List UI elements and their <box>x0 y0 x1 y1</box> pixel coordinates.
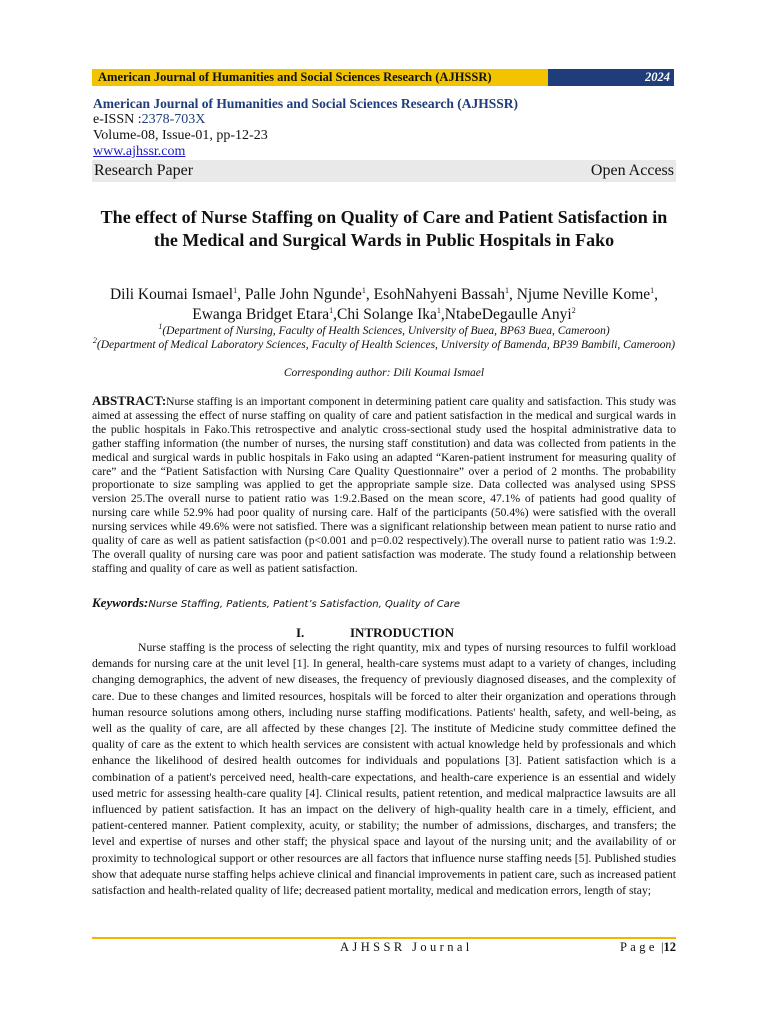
author-affiliation-marker: 1 <box>361 285 366 295</box>
journal-volume: Volume-08, Issue-01, pp-12-23 <box>93 128 268 143</box>
footer-page-label: Page <box>619 940 658 954</box>
journal-url-link[interactable]: www.ajhssr.com <box>93 144 186 159</box>
paper-type-bar <box>92 160 676 182</box>
author-name: NtabeDegaulle Anyi <box>444 306 572 323</box>
section-title: INTRODUCTION <box>350 625 455 640</box>
issn-label: e-ISSN : <box>93 112 142 127</box>
paper-title: The effect of Nurse Staffing on Quality of Care and Patient Satisfaction in the Medical and Surgical Wards in Public Hospitals in Fako <box>100 207 668 250</box>
author-separator: , <box>508 286 517 303</box>
affiliation-1-number: 1 <box>158 322 163 332</box>
banner-year: 2024 <box>645 70 670 84</box>
access-type: Open Access <box>590 162 674 179</box>
introduction-paragraph: Nurse staffing is the process of selecting the right quantity, mix and types of nursing resources to fulfil workload demands for nursing care at the unit level [1]. In general, health-care systems must adapt to a variety of changes, including changing demographics, the advent of new diseases, the frequency of previously diagnosed diseases, and the complexity of care. Due to these changes and limited resources, hospitals will be forced to alter their organization and operations through human resource solutions among others, including nurse staffing modifications. Patients' health, safety, and well-being, as well as the quality of care, are all affected by these changes [2]. The institute of Medicine study committee defined the quality of care as the extent to which health services are consistent with actual knowledge held by professionals and which enhance the likelihood of desired health outcomes for individuals and populations [3]. Patient satisfaction which is a combination of a patient's perceived need, health-care expectations, and health-care experience is an essential and widely used metric for assessing health-care quality [4]. Clinical results, patient retention, and medical malpractice lawsuits are all influenced by patient satisfaction. It has an impact on the delivery of high-quality health care in a timely, efficient, and patient-centered manner. Patient complexity, acuity, or stability; the number of admissions, discharges, and transfers; the level and expertise of nurses and other staff; the physical space and layout of the nursing unit; and the availability of or proximity to technological support or other resources are all factors that influence nurse staffing needs [5]. Published studies show that adequate nurse staffing helps achieve clinical and financial improvements in patient care, such as increased patient satisfaction and health-related quality of life; decreased patient mortality, medical and medication errors, length of stay; <box>92 641 676 898</box>
affiliation-2-text: (Department of Medical Laboratory Sciences, Faculty of Health Sciences, University of Bamenda, BP39 Bambili, Cameroon) <box>96 339 676 351</box>
author-name: Chi Solange Ika <box>337 306 437 323</box>
author-affiliation-marker: 1 <box>329 305 334 315</box>
journal-title: American Journal of Humanities and Social Sciences Research (AJHSSR) <box>93 96 518 111</box>
author-affiliation-marker: 1 <box>233 285 238 295</box>
author-affiliation-marker: 2 <box>571 305 576 315</box>
author-name: Njume Neville Kome <box>516 286 651 303</box>
footer-journal: AJHSSR Journal <box>340 940 473 954</box>
footer-page-number: 12 <box>663 940 676 954</box>
author-name: Ewanga Bridget Etara <box>192 306 330 323</box>
author-affiliation-marker: 1 <box>650 285 655 295</box>
affiliation-2-number: 2 <box>92 336 97 346</box>
issn-number: 2378-703X <box>141 112 206 127</box>
author-separator: , <box>333 306 337 323</box>
affiliation-2 <box>92 338 676 352</box>
author-separator: , <box>440 306 445 323</box>
section-number: I. <box>296 625 305 640</box>
affiliation-1 <box>92 324 676 338</box>
author-name: Dili Koumai Ismael <box>109 286 234 303</box>
footer-rule <box>92 937 676 939</box>
paper-type: Research Paper <box>94 162 194 179</box>
keywords-text: Nurse Staffing, Patients, Patient’s Satisfaction, Quality of Care <box>148 599 461 610</box>
abstract-text: Nurse staffing is an important component in determining patient care quality and satisfaction. This study was aimed at assessing the effect of nurse staffing on quality of care and patient satisfaction in the medical and surgical wards in the public hospitals in Fako.This retrospective and analytic cross-sectional study used the hospital administrative data to gather staffing information (the number of nurses, the nursing staff constitution) and data was collected from patients in the medical and surgical wards in public hospitals in Fako using an adapted “Karen-patient instrument for measuring quality of care” and the “Patient Satisfaction with Nursing Care Quality Questionnaire” over a period of 2 months. The probability proportionate to size sampling was applied to get the appropriate sample size. Data collected was analysed using SPSS version 25.The overall nurse to patient ratio was 1:9.2.Based on the mean score, 47.1% of patients had good quality of nursing care while 52.9% had poor quality of nursing care. Half of the participants (50.4%) were satisfied with the overall nursing services while 49.6% were not satisfied. There was a significant relationship between mean patient to nurse ratio and quality of care as well as patient satisfaction (p<0.001 and p=0.02 respectively).The overall nurse to patient ratio was 1:9.2. The overall quality of nursing care was poor and patient satisfaction was moderate. The study found a relationship between staffing and quality of care as well as patient satisfaction. <box>92 395 676 575</box>
journal-issn <box>93 112 205 128</box>
footer-page <box>620 940 676 955</box>
footer-page-separator: | <box>660 940 664 954</box>
banner-year-band <box>548 69 674 86</box>
author-list <box>92 285 676 325</box>
author-name: EsohNahyeni Bassah <box>373 286 505 303</box>
abstract <box>92 394 676 576</box>
author-separator: , <box>365 286 374 303</box>
author-name: Palle John Ngunde <box>244 286 362 303</box>
author-separator: , <box>237 286 245 303</box>
journal-banner <box>92 69 674 86</box>
keywords <box>92 595 676 612</box>
affiliation-1-text: (Department of Nursing, Faculty of Health Sciences, University of Buea, BP63 Buea, Cameroon) <box>162 325 610 337</box>
corresponding-author: Corresponding author: Dili Koumai Ismael <box>283 367 485 379</box>
author-affiliation-marker: 1 <box>436 305 441 315</box>
banner-band <box>92 69 548 86</box>
author-affiliation-marker: 1 <box>504 285 509 295</box>
abstract-label: ABSTRACT: <box>92 393 167 408</box>
keywords-label: Keywords: <box>92 595 149 610</box>
banner-journal-name: American Journal of Humanities and Social Sciences Research (AJHSSR) <box>98 70 492 84</box>
author-separator: , <box>654 286 659 303</box>
